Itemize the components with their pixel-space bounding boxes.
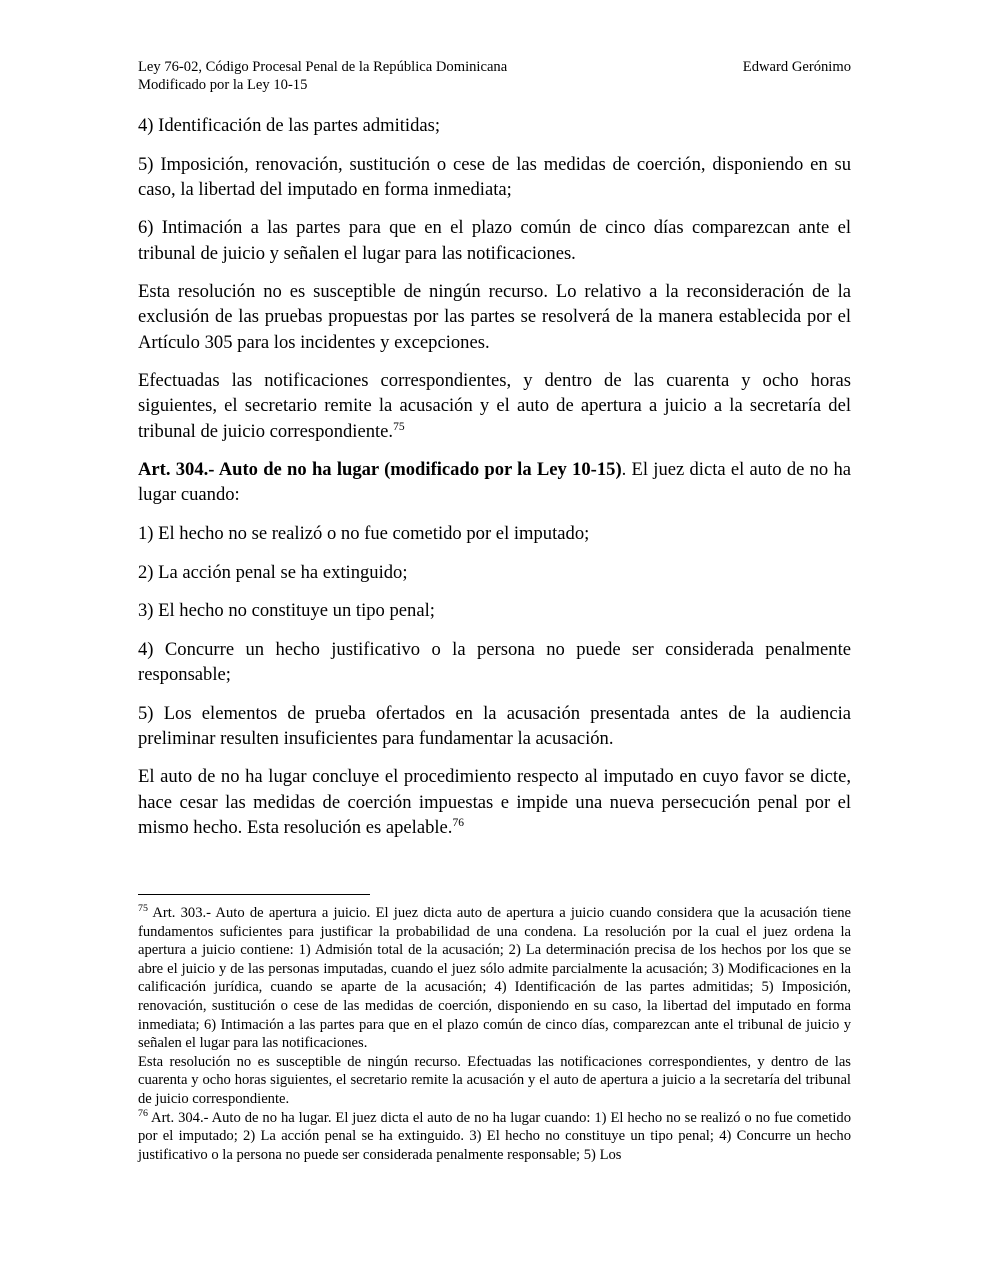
list-item: 4) Concurre un hecho justificativo o la persona no puede ser considerada penalmente responsable; [138,638,851,685]
list-item: 3) El hecho no constituye un tipo penal; [138,600,435,622]
article-title: Art. 304.- Auto de no ha lugar (modificado por la Ley 10-15) [138,459,622,481]
header-author: Edward Gerónimo [742,59,851,75]
paragraph: 4) Identificación de las partes admitidas; [138,115,441,136]
footnote-ref-76[interactable]: 76 [452,816,464,829]
footnotes [138,904,851,1164]
paragraph-text: El auto de no ha lugar concluye el procedimiento respecto al imputado en cuyo favor se dicte, hace cesar las medidas de coerción impuestas e impide una nueva persecución penal por el mismo hecho. Esta resolución es apelable. [138,766,851,838]
paragraph: 6) Intimación a las partes para que en el plazo común de cinco días comparezcan ante el tribunal de juicio y señalen el lugar para las notificaciones. [138,217,851,264]
article-text: . El juez dicta el auto de no ha lugar cuando: [138,459,851,506]
header-title-line2: Modificado por la Ley 10-15 [138,77,308,93]
body-text [138,113,851,853]
footnote-ref-75[interactable]: 75 [393,420,405,433]
paragraph: 5) Imposición, renovación, sustitución o cese de las medidas de coerción, disponiendo en su caso, la libertad del imputado en forma inmediata; [138,153,851,200]
paragraph: Esta resolución no es susceptible de ningún recurso. Lo relativo a la reconsideración de la exclusión de las pruebas propuestas por las partes se resolverá de la manera establecida por el Artículo 305 para los incidentes y excepciones. [138,281,851,353]
list-item: 5) Los elementos de prueba ofertados en la acusación presentada antes de la audiencia preliminar resulten insuficientes para fundamentar la acusación. [138,702,851,749]
page-header [138,58,851,94]
footnote-75 [138,904,851,1053]
list-item: 2) La acción penal se ha extinguido; [138,561,408,583]
footnote-separator [138,894,370,895]
paragraph [138,368,851,444]
article-304 [138,457,851,507]
footnote-number: 76 [138,1107,148,1119]
footnote-76 [138,1109,851,1165]
paragraph-text: Efectuadas las notificaciones correspondientes, y dentro de las cuarenta y ocho horas siguientes, el secretario remite la acusación y el auto de apertura a juicio a la secretaría del tribunal de juicio correspondiente. [138,370,851,442]
list-item: 1) El hecho no se realizó o no fue cometido por el imputado; [138,522,590,544]
footnote-number: 75 [138,903,148,915]
footnote-text: Art. 304.- Auto de no ha lugar. El juez dicta el auto de no ha lugar cuando: 1) El hecho no se realizó o no fue cometido por el imputado; 2) La acción penal se ha extinguido. 3) El hecho no constituye un tipo penal; 4) Concurre un hecho justificativo o la persona no puede ser considerada penalmente responsable; 5) Los [138,1109,851,1163]
header-title-line1: Ley 76-02, Código Procesal Penal de la República Dominicana [138,59,508,75]
footnote-text: Art. 303.- Auto de apertura a juicio. El juez dicta auto de apertura a juicio cuando considera que la acusación tiene fundamentos suficientes para justificar la probabilidad de una condena. La resolución por la cual el juez ordena la apertura a juicio contiene: 1) Admisión total de la acusación; 2) La determinación precisa de los hechos por los que se abre el juicio y de las personas imputadas, cuando el juez sólo admite parcialmente la acusación; 3) Modificaciones en la calificación jurídica, cuando se aparte de la acusación; 4) Identificación de las partes admitidas; 5) Imposición, renovación, sustitución o cese de las medidas de coerción, disponiendo en su caso, la libertad del imputado en forma inmediata; 6) Intimación a las partes para que en el plazo común de cinco días, comparezcan ante el tribunal de juicio y señalen el lugar para las notificaciones. [138,905,851,1052]
footnote-75-continued: Esta resolución no es susceptible de ningún recurso. Efectuadas las notificaciones correspondientes, y dentro de las cuarenta y ocho horas siguientes, el secretario remite la acusación y el auto de apertura a juicio a la secretaría del tribunal de juicio correspondiente. [138,1053,851,1107]
paragraph [138,764,851,840]
